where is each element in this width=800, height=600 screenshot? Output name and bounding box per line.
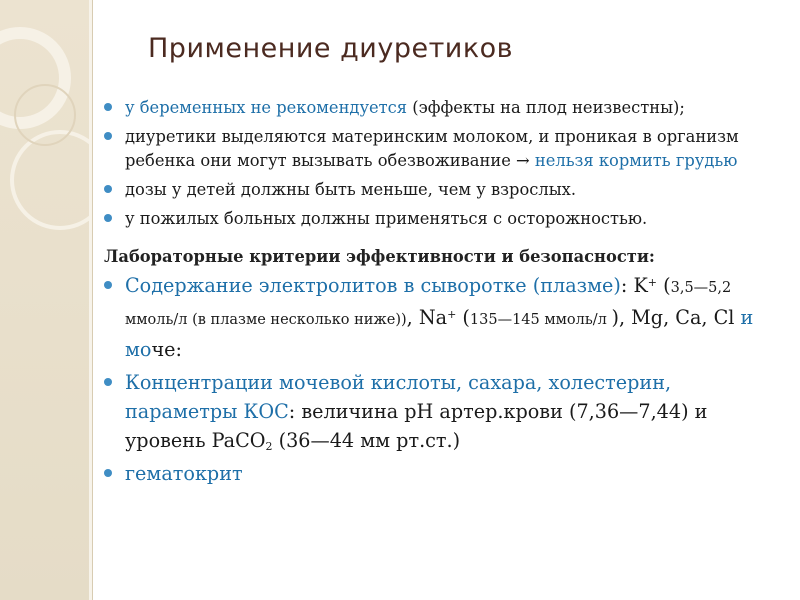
item-text: ), Mg, Ca, Cl	[611, 306, 741, 329]
range-text: 135—145 ммоль/л	[469, 312, 612, 328]
item-text: дозы у детей должны быть меньше, чем у взрослых.	[125, 180, 577, 199]
bullet-dot	[104, 469, 112, 477]
bullet-dot	[104, 378, 112, 386]
item-text: че:	[151, 338, 182, 361]
item-text: у пожилых больных должны применяться с осторожностью.	[125, 209, 648, 228]
list-item	[104, 459, 784, 488]
panel-divider-shadow	[92, 0, 93, 600]
superscript: +	[447, 308, 457, 321]
emphasis-text: и мо	[125, 306, 754, 361]
emphasis-text: нельзя кормить грудью	[534, 151, 738, 170]
list-item	[104, 96, 784, 120]
bullet-dot	[104, 214, 112, 222]
item-text: (	[456, 306, 470, 329]
item-text: : K	[620, 274, 648, 297]
bullet-dot	[104, 103, 112, 111]
lab-criteria-list	[104, 271, 784, 488]
subscript: 2	[265, 440, 273, 453]
list-item	[104, 178, 784, 202]
superscript: +	[647, 276, 658, 289]
list-item	[104, 125, 784, 173]
item-text: (эффекты на плод неизвестны);	[407, 98, 685, 117]
item-text: диуретики выделяются материнским молоком, и проникая в организм ребенка они могут вызывать обезвоживание →	[125, 127, 739, 170]
item-text: (	[657, 274, 671, 297]
item-text: (36—44 мм рт.ст.)	[272, 429, 461, 452]
list-item	[104, 271, 784, 364]
emphasis-text: Содержание электролитов в сыворотке (плазме)	[125, 274, 621, 297]
list-item	[104, 368, 784, 455]
list-item	[104, 207, 784, 231]
item-text: , Na	[406, 306, 448, 329]
range-text: 3,5—5,2 ммоль/л (в плазме несколько ниже))	[125, 280, 732, 328]
emphasis-text: Концентрации мочевой кислоты, сахара, холестерин, параметры КОС	[125, 371, 672, 423]
bullet-dot	[104, 185, 112, 193]
emphasis-text: гематокрит	[125, 462, 243, 485]
decorative-circles	[0, 0, 89, 600]
lab-criteria-heading: Лабораторные критерии эффективности и безопасности:	[104, 247, 655, 266]
slide-title: Применение диуретиков	[148, 33, 514, 64]
bullet-dot	[104, 132, 112, 140]
decorative-side-panel	[0, 0, 89, 600]
recommendations-list	[104, 96, 784, 231]
item-text: : величина pH артер.крови (7,36—7,44) и уровень PaCO	[125, 400, 708, 452]
emphasis-text: у беременных не рекомендуется	[125, 98, 408, 117]
bullet-dot	[104, 281, 112, 289]
slide-content	[104, 96, 784, 492]
